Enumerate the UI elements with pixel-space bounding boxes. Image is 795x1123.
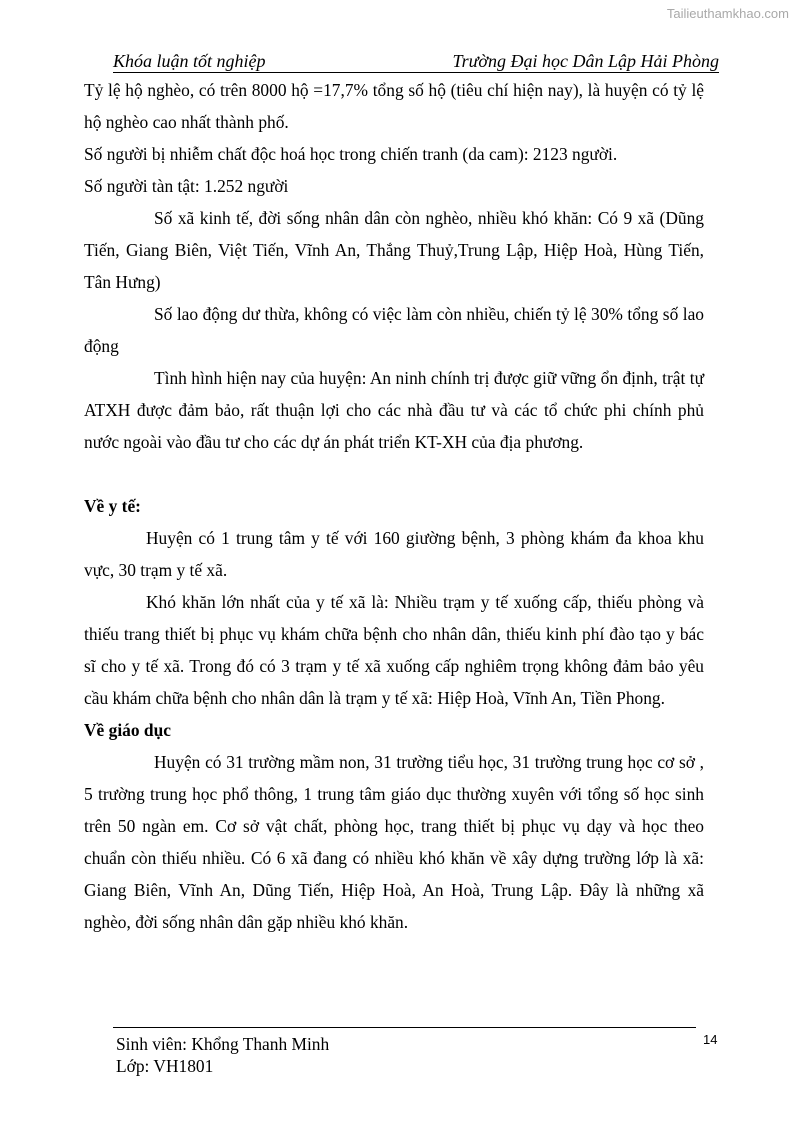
document-body	[84, 74, 704, 938]
paragraph-current-situation: Tình hình hiện nay của huyện: An ninh chính trị được giữ vững ổn định, trật tự ATXH được đảm bảo, rất thuận lợi cho các nhà đầu tư và các tổ chức phi chính phủ nước ngoài vào đầu tư cho các dự án phát triển KT-XH của địa phương.	[84, 368, 704, 452]
paragraph-surplus-labor: Số lao động dư thừa, không có việc làm còn nhiều, chiến tỷ lệ 30% tổng số lao động	[84, 304, 704, 356]
page-header	[113, 50, 719, 73]
page-number: 14	[703, 1032, 718, 1047]
footer-student-name: Sinh viên: Khổng Thanh Minh	[116, 1034, 330, 1054]
section-heading-health: Về y tế:	[84, 496, 141, 516]
paragraph-health-facilities: Huyện có 1 trung tâm y tế với 160 giường bệnh, 3 phòng khám đa khoa khu vực, 30 trạm y tế xã.	[84, 528, 704, 580]
watermark-text: Tailieuthamkhao.com	[666, 6, 789, 21]
paragraph-education: Huyện có 31 trường mầm non, 31 trường tiểu học, 31 trường trung học cơ sở , 5 trường trung học phổ thông, 1 trung tâm giáo dục thường xuyên với tổng số học sinh trên 50 ngàn em. Cơ sở vật chất, phòng học, trang thiết bị phục vụ dạy và học theo chuẩn còn thiếu nhiều. Có 6 xã đang có nhiều khó khăn về xây dựng trường lớp là xã: Giang Biên, Vĩnh An, Dũng Tiến, Hiệp Hoà, An Hoà, Trung Lập. Đây là những xã nghèo, đời sống nhân dân gặp nhiều khó khăn.	[84, 752, 704, 932]
section-heading-education: Về giáo dục	[84, 720, 171, 740]
header-thesis-label: Khóa luận tốt nghiệp	[113, 51, 266, 71]
footer-divider	[113, 1027, 696, 1028]
paragraph-health-difficulties: Khó khăn lớn nhất của y tế xã là: Nhiều trạm y tế xuống cấp, thiếu phòng và thiếu trang thiết bị phục vụ khám chữa bệnh cho nhân dân, thiếu kinh phí đào tạo y bác sĩ cho y tế xã. Trong đó có 3 trạm y tế xã xuống cấp nghiêm trọng không đảm bảo yêu cầu khám chữa bệnh cho nhân dân là trạm y tế xã: Hiệp Hoà, Vĩnh An, Tiền Phong.	[84, 592, 704, 708]
page-footer	[116, 1033, 329, 1077]
header-university-name: Trường Đại học Dân Lập Hải Phòng	[452, 51, 719, 71]
paragraph-poor-communes: Số xã kinh tế, đời sống nhân dân còn nghèo, nhiều khó khăn: Có 9 xã (Dũng Tiến, Giang Biên, Việt Tiến, Vĩnh An, Thắng Thuỷ,Trung Lập, Hiệp Hoà, Hùng Tiến, Tân Hưng)	[84, 208, 704, 292]
paragraph-agent-orange: Số người bị nhiễm chất độc hoá học trong chiến tranh (da cam): 2123 người.	[84, 144, 618, 164]
footer-class: Lớp: VH1801	[116, 1056, 214, 1076]
paragraph-disabled: Số người tàn tật: 1.252 người	[84, 176, 289, 196]
paragraph-poverty-rate: Tỷ lệ hộ nghèo, có trên 8000 hộ =17,7% tổng số hộ (tiêu chí hiện nay), là huyện có tỷ lệ hộ nghèo cao nhất thành phố.	[84, 80, 704, 132]
